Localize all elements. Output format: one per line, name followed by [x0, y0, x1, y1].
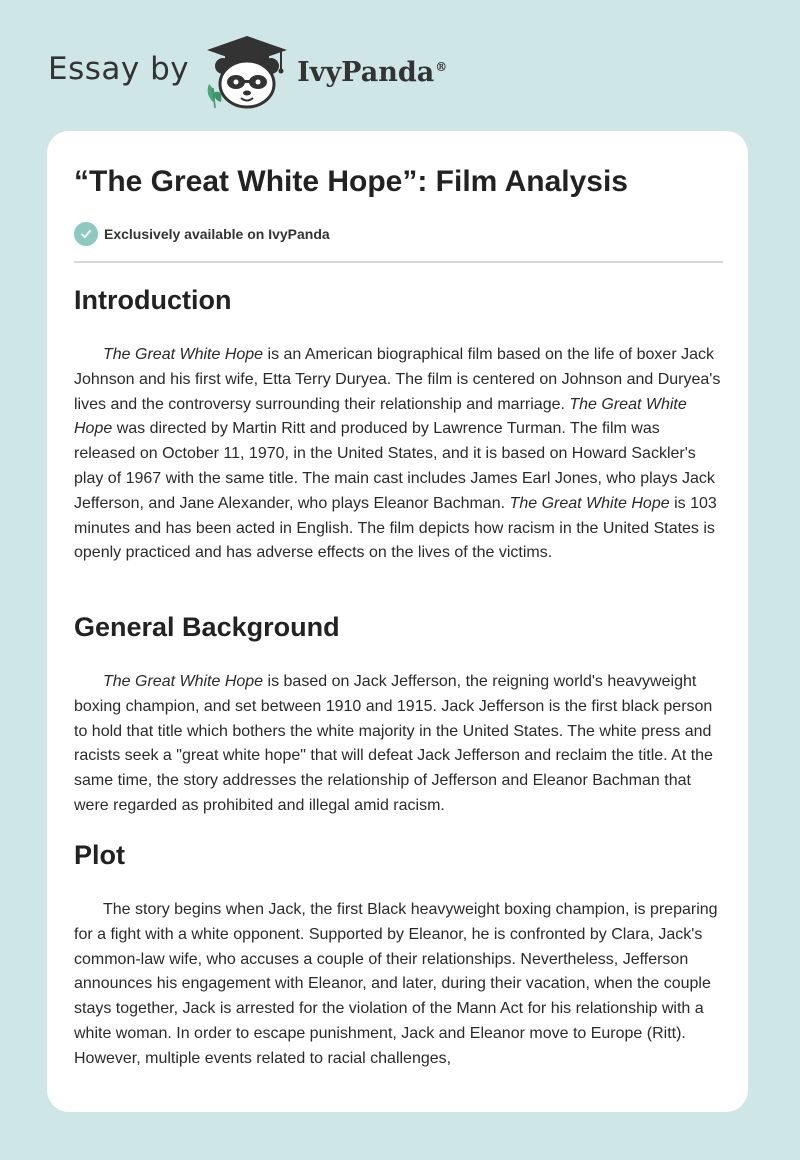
section-paragraph: The Great White Hope is based on Jack Jefferson, the reigning world's heavyweight boxing champion, and set between 1910 and 1915. Jack Jefferson is the first black person to hold that title which bothers the white majority in the United States. The white press and racists seek a "great white hope" that will defeat Jack Jefferson and reclaim the title. At the same time, the story addresses the relationship of Jefferson and Eleanor Bachman that were regarded as prohibited and illegal amid racism.: [74, 673, 713, 814]
film-title-italic: The Great White Hope: [103, 673, 264, 690]
panda-logo-icon: [203, 30, 291, 110]
brand-header[interactable]: [48, 30, 447, 110]
article-card: [47, 131, 748, 1112]
title-divider: [74, 261, 723, 263]
exclusive-badge: [74, 222, 330, 246]
page-title: “The Great White Hope”: Film Analysis: [74, 165, 628, 198]
brand-name: IvyPanda®: [297, 56, 448, 88]
brand-prefix: Essay by: [48, 51, 190, 87]
section-heading: Introduction: [74, 285, 232, 315]
section-paragraph: The story begins when Jack, the first Black heavyweight boxing champion, is preparing for a fight with a white opponent. Supported by Eleanor, he is confronted by Clara, Jack's common-law wife, who accuses a couple of their relationships. Nevertheless, Jefferson announces his engagement with Eleanor, and later, during their vacation, when the couple stays together, Jack is arrested for the violation of the Mann Act for his relationship with a white woman. In order to escape punishment, Jack and Eleanor move to Europe (Ritt). However, multiple events related to racial challenges,: [74, 901, 718, 1067]
film-title-italic: The Great White Hope: [509, 494, 670, 512]
check-icon: [74, 222, 98, 246]
exclusive-label: Exclusively available on IvyPanda: [104, 226, 330, 242]
film-title-italic: The Great White Hope: [74, 395, 687, 438]
section-paragraph: The Great White Hope is an American biographical film based on the life of boxer Jack Johnson and his first wife, Etta Terry Duryea. The film is centered on Johnson and Duryea's lives and the controversy surrounding their relationship and marriage. The Great White Hope was directed by Martin Ritt and produced by Lawrence Turman. The film was released on October 11, 1970, in the United States, and it is based on Howard Sackler's play of 1967 with the same title. The main cast includes James Earl Jones, who plays Jack Jefferson, and Jane Alexander, who plays Eleanor Bachman. The Great White Hope is 103 minutes and has been acted in English. The film depicts how racism in the United States is openly practiced and has adverse effects on the lives of the victims.: [74, 346, 721, 562]
section-heading: Plot: [74, 840, 125, 870]
film-title-italic: The Great White Hope: [103, 346, 264, 363]
section-heading: General Background: [74, 612, 340, 642]
